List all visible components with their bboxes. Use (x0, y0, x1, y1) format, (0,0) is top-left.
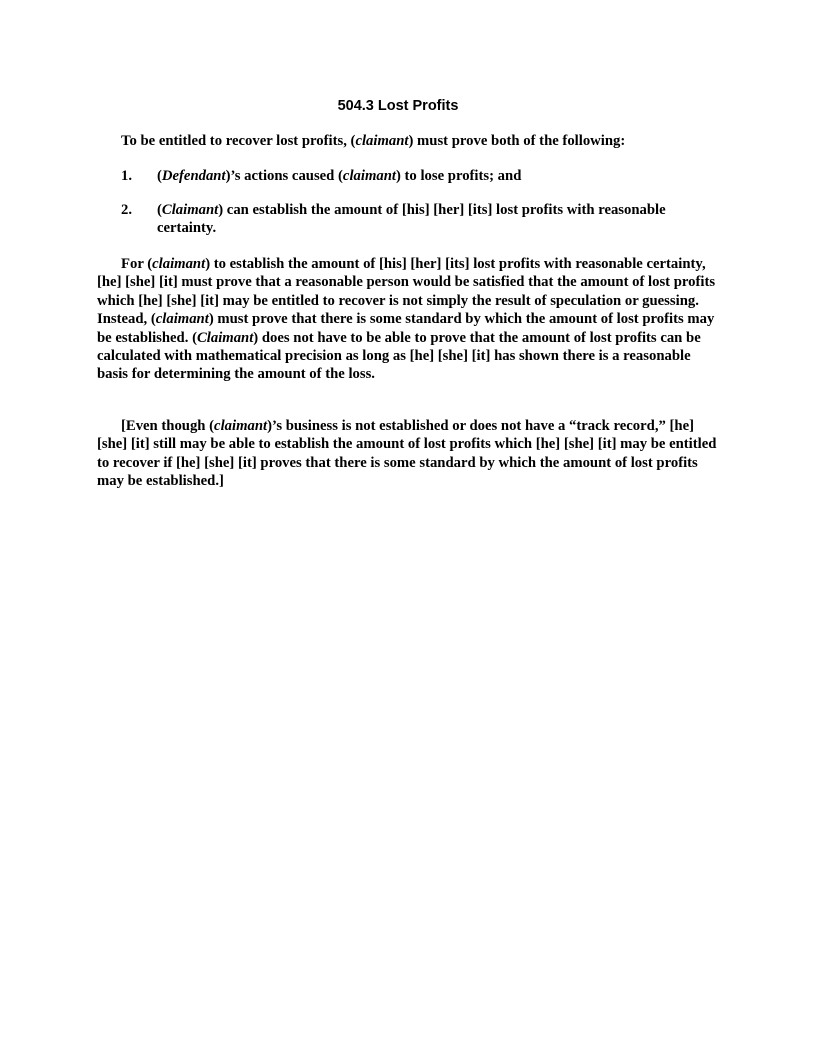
body-paragraph-2 (97, 417, 719, 491)
body-paragraph-1 (97, 255, 719, 384)
claimant-term: claimant (342, 168, 396, 184)
intro-paragraph (121, 132, 741, 150)
text-run: ( (157, 168, 162, 184)
list-item-number: 1. (121, 168, 133, 184)
text-run: ) must prove that there is some standard by which the amount of lost profits may be established. ( (97, 311, 715, 346)
text-run: [Even though ( (121, 418, 215, 434)
text-run: ) to lose profits; and (395, 168, 522, 184)
list-item-number: 2. (121, 202, 133, 218)
claimant-term: claimant (214, 418, 268, 434)
defendant-term: Defendant (161, 168, 226, 184)
claimant-term: Claimant (196, 329, 254, 346)
list-item-text (157, 167, 721, 185)
intro-text-start: To be entitled to recover lost profits, ( (121, 133, 356, 149)
text-run: ) does not have to be able to prove that the amount of lost profits can be calculated with mathematical precision as long as [he] [she] [it] has shown there is a reasonable basis for determining the amount of the loss. (97, 329, 701, 383)
page-title: 504.3 Lost Profits (337, 98, 459, 114)
text-run: )’s business is not established or does not have a “track record,” [he] [she] [it] still may be able to establish the amount of lost profits which [he] [she] [it] may be entitled to recover if [he] [she] [it] proves that there is some standard by which the amount of lost profits may be established.] (97, 418, 717, 490)
list-item-text (157, 201, 721, 238)
text-run: For ( (121, 256, 153, 272)
text-run: ) to establish the amount of [his] [her] [its] lost profits with reasonable certainty, [he] [she] [it] must prove that a reasonable person would be satisfied that the amount of lost profits which [he] [she] [it] may be entitled to recover is not simply the result of speculation or guessing. Instead, ( (97, 256, 716, 328)
claimant-term: Claimant (161, 202, 219, 218)
claimant-term: claimant (152, 256, 206, 272)
text-run: ( (157, 202, 162, 218)
intro-text-end: ) must prove both of the following: (408, 133, 626, 149)
claimant-term: claimant (155, 311, 209, 328)
text-run: )’s actions caused ( (225, 168, 343, 184)
intro-claimant-term: claimant (355, 133, 409, 149)
text-run: ) can establish the amount of [his] [her] [its] lost profits with reasonable certainty. (157, 202, 666, 237)
